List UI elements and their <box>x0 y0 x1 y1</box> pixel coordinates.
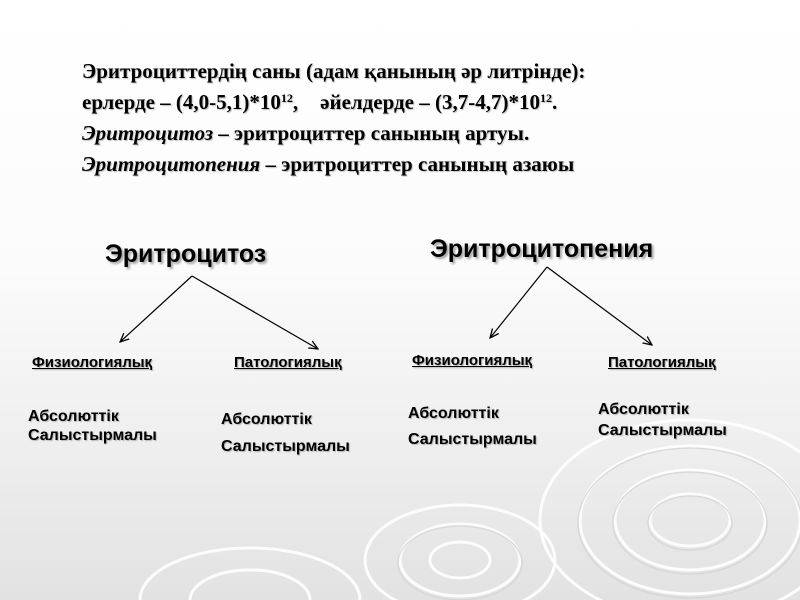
men-suffix: , <box>292 90 299 114</box>
arrow-erythrocytopenia-to-pathological <box>547 267 652 345</box>
erythrocytopenia-pathological-types <box>598 399 727 441</box>
men-exponent: 12 <box>280 91 293 105</box>
men-reference-value: ерлерде – (4,0-5,1)*10 <box>82 90 281 114</box>
intro-text-block <box>82 56 782 180</box>
women-suffix: . <box>551 90 558 114</box>
type-relative: Салыстырмалы <box>221 438 350 455</box>
type-relative: Салыстырмалы <box>408 431 537 448</box>
intro-line-reference-values <box>82 87 782 118</box>
arrow-erythrocytosis-to-pathological <box>192 276 318 349</box>
erythrocytopenia-definition: – эритроциттер санының азаюы <box>260 152 575 176</box>
arrow-erythrocytosis-to-physiological <box>120 276 192 342</box>
erythrocytosis-heading: Эритроцитоз <box>105 240 267 268</box>
women-reference-value: әйелдерде – (3,7-4,7)*10 <box>320 90 540 114</box>
erythrocytosis-definition: – эритроциттер санының артуы. <box>213 121 530 145</box>
erythrocytopenia-physiological-label: Физиологиялық <box>412 352 533 369</box>
erythrocytosis-pathological-types <box>221 406 350 460</box>
erythrocytopenia-heading: Эритроцитопения <box>430 235 654 263</box>
intro-line-erythrocytosis-definition <box>82 118 782 149</box>
erythrocytosis-pathological-label: Патологиялық <box>234 354 342 371</box>
erythrocytosis-physiological-label: Физиологиялық <box>32 354 153 371</box>
type-relative: Салыстырмалы <box>598 422 727 439</box>
intro-line-count-heading: Эритроциттердің саны (адам қанының әр литрінде): <box>82 59 586 83</box>
erythrocytopenia-pathological-label: Патологиялық <box>608 354 716 371</box>
type-absolute: Абсолюттік <box>598 401 689 418</box>
erythrocytopenia-physiological-types <box>408 401 537 453</box>
intro-line-erythrocytopenia-definition <box>82 149 782 180</box>
erythrocytosis-physiological-types <box>28 407 157 445</box>
women-exponent: 12 <box>539 91 552 105</box>
type-absolute: Абсолюттік <box>221 411 312 428</box>
erythrocytopenia-term: Эритроцитопения <box>82 152 261 176</box>
type-relative: Салыстырмалы <box>28 427 157 444</box>
arrow-erythrocytopenia-to-physiological <box>490 267 547 338</box>
type-absolute: Абсолюттік <box>28 408 119 425</box>
type-absolute: Абсолюттік <box>408 405 499 422</box>
erythrocytosis-term: Эритроцитоз <box>82 121 214 145</box>
